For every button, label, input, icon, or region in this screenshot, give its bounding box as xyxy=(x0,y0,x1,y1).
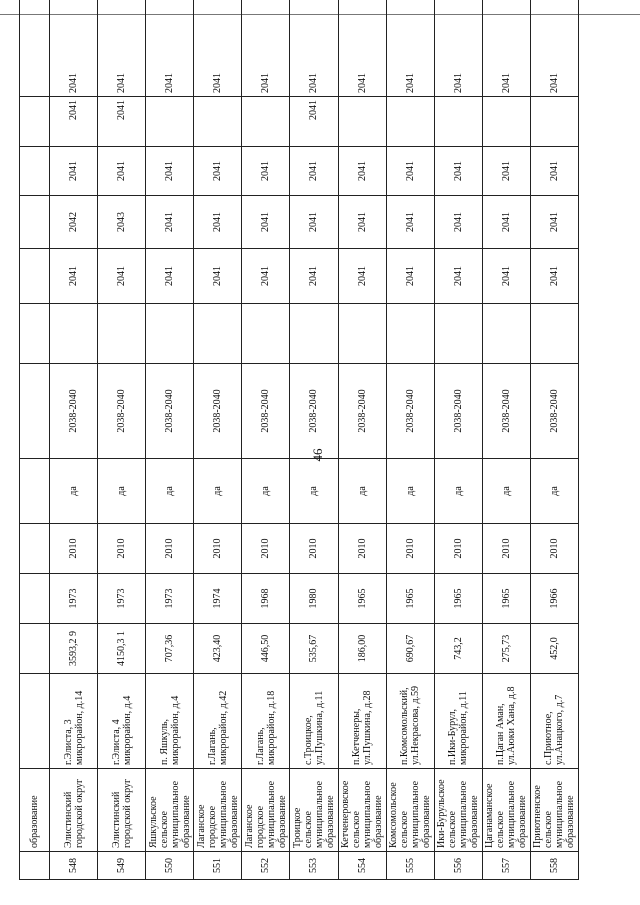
header-row xyxy=(20,0,50,880)
year-col-3-cell: 2041 xyxy=(290,196,338,249)
year-col-3-cell: 2041 xyxy=(338,196,386,249)
year-col-4-cell: 2041 xyxy=(482,147,530,196)
year-col-6-cell: 2041 xyxy=(146,0,194,97)
inspection-year-cell: 2010 xyxy=(290,524,338,574)
municipality-cell: Ики-Бурульское сельское муниципальное образование xyxy=(434,769,482,852)
repair-period-cell: 2038-2040 xyxy=(242,364,290,459)
year-col-2-cell: 2041 xyxy=(530,249,578,304)
year-col-5-cell: 2041 xyxy=(290,97,338,147)
repair-period-cell: 2038-2040 xyxy=(50,364,98,459)
year-col-4-cell: 2041 xyxy=(146,147,194,196)
repair-needed-cell: да xyxy=(194,459,242,524)
year-col-6-cell: 2041 xyxy=(530,0,578,97)
year-col-4-cell: 2041 xyxy=(50,147,98,196)
row-number-cell: 549 xyxy=(98,852,146,880)
year-col-6-cell: 2041 xyxy=(242,0,290,97)
blank-cell xyxy=(386,304,434,364)
year-col-3-cell: 2041 xyxy=(530,196,578,249)
year-built-cell: 1965 xyxy=(434,574,482,624)
row-number-cell: 557 xyxy=(482,852,530,880)
repair-period-cell: 2038-2040 xyxy=(146,364,194,459)
year-col-2-cell: 2041 xyxy=(290,249,338,304)
municipality-cell: Лаганское городское муниципальное образование xyxy=(242,769,290,852)
address-cell: п.Ики-Бурул, микрорайон, д.11 xyxy=(434,674,482,769)
year-col-2-cell: 2041 xyxy=(50,249,98,304)
row-number-cell: 548 xyxy=(50,852,98,880)
year-col-5-cell: 2041 xyxy=(50,97,98,147)
rotated-table-wrapper xyxy=(19,40,579,880)
table-row xyxy=(242,0,290,880)
repair-needed-cell: да xyxy=(290,459,338,524)
table-row xyxy=(146,0,194,880)
blank-cell xyxy=(98,304,146,364)
year-col-6-cell: 2041 xyxy=(194,0,242,97)
year-col-4-cell: 2041 xyxy=(242,147,290,196)
year-col-6-cell: 2041 xyxy=(98,0,146,97)
blank-cell xyxy=(338,304,386,364)
year-col-4-cell: 2041 xyxy=(194,147,242,196)
row-number-cell: 551 xyxy=(194,852,242,880)
municipality-cell: Яшкульское сельское муниципальное образование xyxy=(146,769,194,852)
table-row xyxy=(98,0,146,880)
address-cell: п. Яшкуль, микрорайон, д.4 xyxy=(146,674,194,769)
address-cell: г.Элиста, 4 микрорайон, д.4 xyxy=(98,674,146,769)
repair-period-cell: 2038-2040 xyxy=(386,364,434,459)
inspection-year-cell: 2010 xyxy=(98,524,146,574)
repair-period-cell: 2038-2040 xyxy=(482,364,530,459)
year-col-3-cell: 2041 xyxy=(194,196,242,249)
year-col-3-cell: 2041 xyxy=(482,196,530,249)
year-col-3-cell: 2041 xyxy=(242,196,290,249)
table-row xyxy=(194,0,242,880)
header-num-cell xyxy=(20,852,50,880)
row-number-cell: 550 xyxy=(146,852,194,880)
repair-period-cell: 2038-2040 xyxy=(194,364,242,459)
blank-cell xyxy=(242,304,290,364)
page-number: 46 xyxy=(310,448,325,462)
table-row xyxy=(338,0,386,880)
year-built-cell: 1966 xyxy=(530,574,578,624)
address-cell: п.Цаган Аман, ул.Аюки Хана, д.8 xyxy=(482,674,530,769)
table-row xyxy=(482,0,530,880)
repair-needed-cell: да xyxy=(530,459,578,524)
year-col-6-cell: 2041 xyxy=(338,0,386,97)
year-col-3-cell: 2043 xyxy=(98,196,146,249)
blank-cell xyxy=(434,304,482,364)
year-built-cell: 1973 xyxy=(50,574,98,624)
inspection-year-cell: 2010 xyxy=(434,524,482,574)
row-number-cell: 556 xyxy=(434,852,482,880)
area-cell: 690,67 xyxy=(386,624,434,674)
row-number-cell: 555 xyxy=(386,852,434,880)
table-row xyxy=(530,0,578,880)
area-cell: 743,2 xyxy=(434,624,482,674)
year-col-6-cell: 2041 xyxy=(50,0,98,97)
address-cell: с.Троицкое, ул.Пушкина, д.11 xyxy=(290,674,338,769)
repair-needed-cell: да xyxy=(386,459,434,524)
repair-needed-cell: да xyxy=(242,459,290,524)
year-col-6-cell: 2041 xyxy=(386,0,434,97)
area-cell: 186,00 xyxy=(338,624,386,674)
blank-cell xyxy=(290,304,338,364)
year-col-5-cell xyxy=(194,97,242,147)
year-built-cell: 1965 xyxy=(482,574,530,624)
table-row xyxy=(386,0,434,880)
year-col-4-cell: 2041 xyxy=(386,147,434,196)
year-col-2-cell: 2041 xyxy=(338,249,386,304)
repair-needed-cell: да xyxy=(434,459,482,524)
area-cell: 275,73 xyxy=(482,624,530,674)
inspection-year-cell: 2010 xyxy=(530,524,578,574)
year-col-5-cell xyxy=(530,97,578,147)
row-number-cell: 553 xyxy=(290,852,338,880)
row-number-cell: 554 xyxy=(338,852,386,880)
municipality-cell: Комсомольское сельское муниципальное образование xyxy=(386,769,434,852)
repair-needed-cell: да xyxy=(146,459,194,524)
municipality-cell: Элистинский городской округ xyxy=(50,769,98,852)
repair-period-cell: 2038-2040 xyxy=(434,364,482,459)
year-col-6-cell: 2041 xyxy=(434,0,482,97)
year-col-2-cell: 2041 xyxy=(386,249,434,304)
year-col-2-cell: 2041 xyxy=(482,249,530,304)
year-col-3-cell: 2041 xyxy=(434,196,482,249)
repair-period-cell: 2038-2040 xyxy=(290,364,338,459)
address-cell: п.Кетченеры, ул.Пушкина, д.28 xyxy=(338,674,386,769)
year-col-3-cell: 2042 xyxy=(50,196,98,249)
year-col-5-cell: 2041 xyxy=(98,97,146,147)
year-col-2-cell: 2041 xyxy=(242,249,290,304)
inspection-year-cell: 2010 xyxy=(386,524,434,574)
blank-cell xyxy=(194,304,242,364)
repair-period-cell: 2038-2040 xyxy=(98,364,146,459)
year-col-2-cell: 2041 xyxy=(194,249,242,304)
area-cell: 4150,3 1 xyxy=(98,624,146,674)
inspection-year-cell: 2010 xyxy=(50,524,98,574)
year-col-6-cell: 2041 xyxy=(290,0,338,97)
inspection-year-cell: 2010 xyxy=(482,524,530,574)
year-built-cell: 1965 xyxy=(338,574,386,624)
year-built-cell: 1968 xyxy=(242,574,290,624)
area-cell: 3593,2 9 xyxy=(50,624,98,674)
capital-repair-table xyxy=(19,0,579,880)
inspection-year-cell: 2010 xyxy=(194,524,242,574)
year-col-3-cell: 2041 xyxy=(386,196,434,249)
municipality-cell: Троицкое сельское муниципальное образование xyxy=(290,769,338,852)
year-col-4-cell: 2041 xyxy=(434,147,482,196)
inspection-year-cell: 2010 xyxy=(338,524,386,574)
repair-period-cell: 2038-2040 xyxy=(530,364,578,459)
year-col-5-cell xyxy=(434,97,482,147)
area-cell: 452,0 xyxy=(530,624,578,674)
repair-needed-cell: да xyxy=(338,459,386,524)
year-col-5-cell xyxy=(482,97,530,147)
area-cell: 707,36 xyxy=(146,624,194,674)
municipality-cell: Лаганское городское муниципальное образование xyxy=(194,769,242,852)
year-built-cell: 1974 xyxy=(194,574,242,624)
year-built-cell: 1980 xyxy=(290,574,338,624)
year-col-2-cell: 2041 xyxy=(434,249,482,304)
row-number-cell: 552 xyxy=(242,852,290,880)
year-col-6-cell: 2041 xyxy=(482,0,530,97)
blank-cell xyxy=(482,304,530,364)
repair-period-cell: 2038-2040 xyxy=(338,364,386,459)
repair-needed-cell: да xyxy=(482,459,530,524)
municipality-cell: Элистинский городской округ xyxy=(98,769,146,852)
year-built-cell: 1965 xyxy=(386,574,434,624)
blank-cell xyxy=(530,304,578,364)
year-col-4-cell: 2041 xyxy=(290,147,338,196)
year-col-4-cell: 2041 xyxy=(98,147,146,196)
year-col-2-cell: 2041 xyxy=(98,249,146,304)
repair-needed-cell: да xyxy=(50,459,98,524)
area-cell: 446,50 xyxy=(242,624,290,674)
year-built-cell: 1973 xyxy=(146,574,194,624)
table-row xyxy=(50,0,98,880)
year-col-5-cell xyxy=(338,97,386,147)
area-cell: 423,40 xyxy=(194,624,242,674)
address-cell: г.Элиста, 3 микрорайон, д.14 xyxy=(50,674,98,769)
municipality-cell: Кетченеровское сельское муниципальное образование xyxy=(338,769,386,852)
table-row xyxy=(434,0,482,880)
blank-cell xyxy=(146,304,194,364)
blank-cell xyxy=(50,304,98,364)
year-col-5-cell xyxy=(242,97,290,147)
year-col-4-cell: 2041 xyxy=(530,147,578,196)
repair-needed-cell: да xyxy=(98,459,146,524)
inspection-year-cell: 2010 xyxy=(242,524,290,574)
year-col-3-cell: 2041 xyxy=(146,196,194,249)
municipality-cell: Цаганаманское сельское муниципальное образование xyxy=(482,769,530,852)
year-built-cell: 1973 xyxy=(98,574,146,624)
row-number-cell: 558 xyxy=(530,852,578,880)
year-col-2-cell: 2041 xyxy=(146,249,194,304)
year-col-5-cell xyxy=(146,97,194,147)
year-col-4-cell: 2041 xyxy=(338,147,386,196)
address-cell: г.Лагань, микрорайон, д.42 xyxy=(194,674,242,769)
year-col-5-cell xyxy=(386,97,434,147)
municipality-cell: Приютненское сельское муниципальное образование xyxy=(530,769,578,852)
header-municipality-cell: образование xyxy=(20,769,50,852)
address-cell: с.Приютное, ул.Анацкого, д.7 xyxy=(530,674,578,769)
address-cell: г.Лагань, микрорайон, д.18 xyxy=(242,674,290,769)
area-cell: 535,67 xyxy=(290,624,338,674)
address-cell: п.Комсомольский, ул.Некрасова, д.59 xyxy=(386,674,434,769)
inspection-year-cell: 2010 xyxy=(146,524,194,574)
